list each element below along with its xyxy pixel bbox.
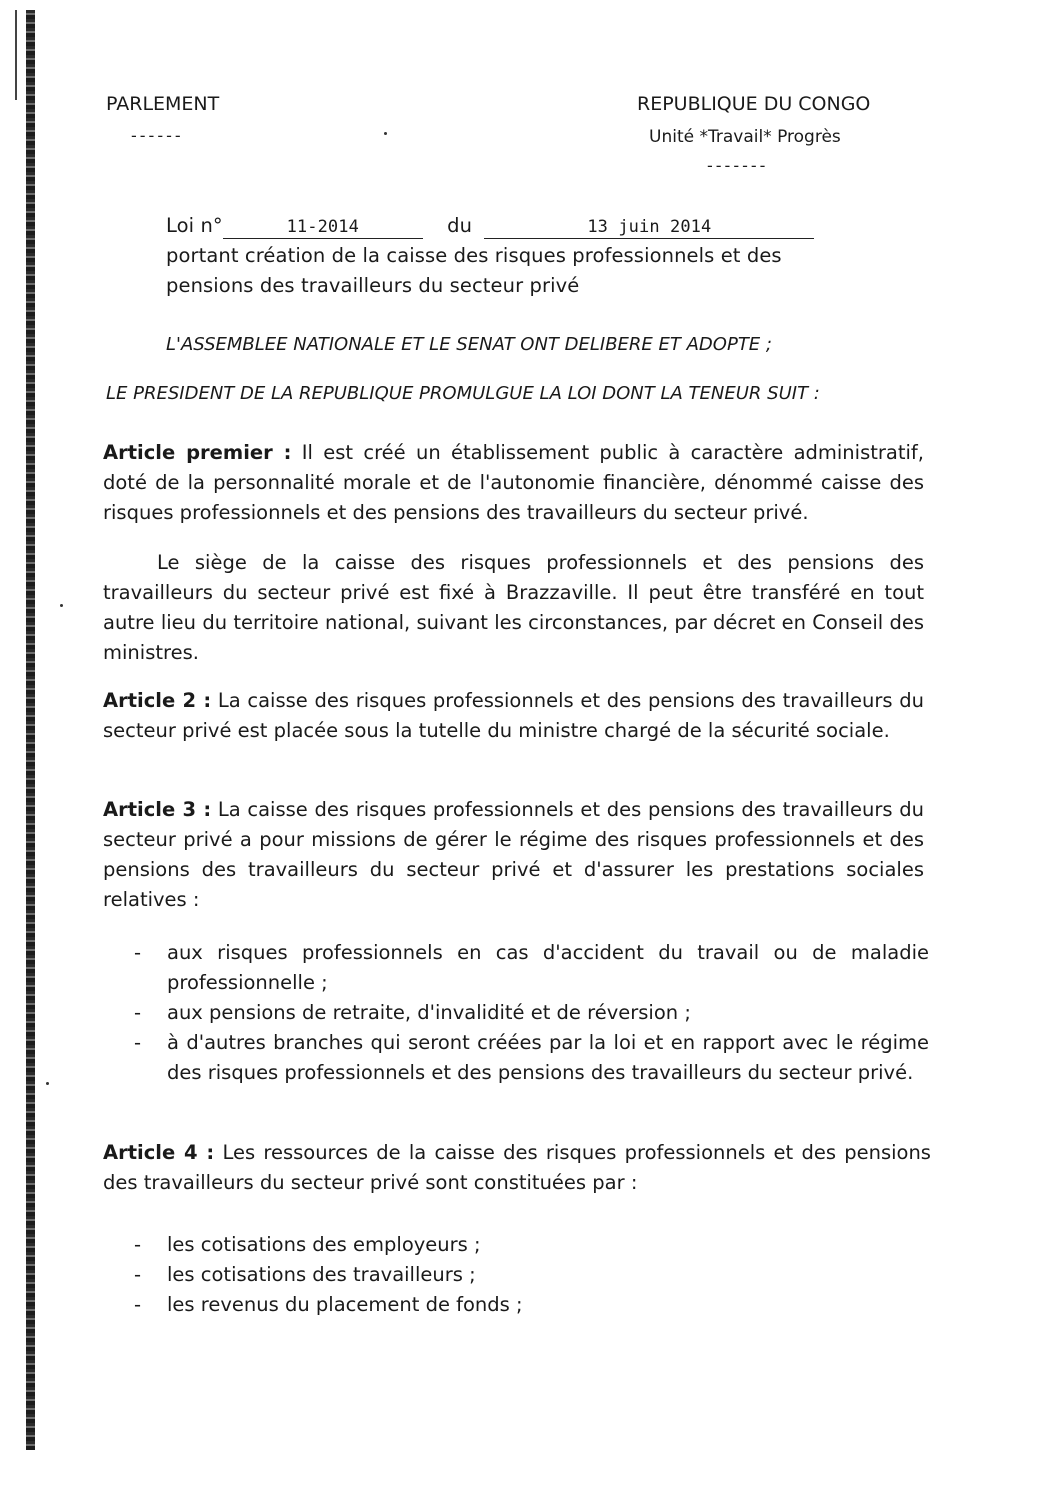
article-1-seat-text: Le siège de la caisse des risques professionnels et des pensions des travailleurs du secteur privé est fixé à Brazzaville. Il peut être transféré en tout autre lieu du territoire national, suivant les circonstances, par décret en Conseil des ministres. <box>103 551 924 664</box>
article-3-item-text: à d'autres branches qui seront créées par la loi et en rapport avec le régime des risques professionnels et des pensions des travailleurs du secteur privé. <box>167 1031 929 1084</box>
article-3-text: La caisse des risques professionnels et des pensions des travailleurs du secteur privé a pour missions de gérer le régime des risques professionnels et des pensions des travailleurs du secteur privé et d'assurer les prestations sociales relatives : <box>103 798 924 911</box>
article-3-item-text: aux risques professionnels en cas d'accident du travail ou de maladie professionnelle ; <box>167 941 929 994</box>
bullet-dash: - <box>134 1233 142 1256</box>
article-3-item <box>134 938 929 998</box>
law-number-prefix: Loi n° <box>166 214 223 237</box>
article-2 <box>103 686 924 746</box>
law-number: 11-2014 <box>223 218 423 239</box>
article-3-item-text: aux pensions de retraite, d'invalidité et de réversion ; <box>167 1001 691 1024</box>
scan-speck <box>60 604 63 607</box>
article-4-item <box>134 1230 634 1260</box>
bullet-dash: - <box>134 1031 142 1054</box>
country-separator: ------- <box>707 156 769 175</box>
law-title-line <box>166 214 814 239</box>
scan-edge <box>26 10 35 1450</box>
bullet-dash: - <box>134 1001 142 1024</box>
article-4 <box>103 1138 931 1198</box>
article-1-text: Il est créé un établissement public à caractère administratif, doté de la personnalité morale et de l'autonomie financière, dénommé caisse des risques professionnels et des pensions des travailleurs du secteur privé. <box>103 441 924 524</box>
bullet-dash: - <box>134 1293 142 1316</box>
article-4-item-text: les cotisations des employeurs ; <box>167 1233 481 1256</box>
article-4-text: Les ressources de la caisse des risques professionnels et des pensions des travailleurs du secteur privé sont constituées par : <box>103 1141 931 1194</box>
article-1-label: Article premier : <box>103 441 292 464</box>
article-4-item-text: les revenus du placement de fonds ; <box>167 1293 523 1316</box>
law-subject-line-2: pensions des travailleurs du secteur privé <box>166 274 580 297</box>
article-4-item <box>134 1260 634 1290</box>
article-3-item <box>134 998 929 1028</box>
law-date-prefix: du <box>447 214 473 237</box>
issuer-title: PARLEMENT <box>106 93 220 115</box>
article-2-text: La caisse des risques professionnels et des pensions des travailleurs du secteur privé est placée sous la tutelle du ministre chargé de la sécurité sociale. <box>103 689 924 742</box>
law-subject-line-1: portant création de la caisse des risques professionnels et des <box>166 244 782 267</box>
article-1 <box>103 438 924 528</box>
article-4-item <box>134 1290 634 1320</box>
bullet-dash: - <box>134 941 142 964</box>
country-motto: Unité *Travail* Progrès <box>649 127 841 147</box>
article-2-label: Article 2 : <box>103 689 212 712</box>
scan-speck <box>46 1082 49 1085</box>
article-1-paragraph-2 <box>103 548 924 668</box>
country-title: REPUBLIQUE DU CONGO <box>637 93 871 115</box>
article-3-item <box>134 1028 929 1118</box>
scan-speck <box>384 132 387 135</box>
preamble-promulgation: LE PRESIDENT DE LA REPUBLIQUE PROMULGUE LA LOI DONT LA TENEUR SUIT : <box>106 383 820 404</box>
article-4-item-text: les cotisations des travailleurs ; <box>167 1263 476 1286</box>
article-3 <box>103 795 924 915</box>
bullet-dash: - <box>134 1263 142 1286</box>
article-3-label: Article 3 : <box>103 798 212 821</box>
issuer-separator: ------ <box>131 126 184 145</box>
scan-edge-mark <box>15 10 17 100</box>
preamble-adoption: L'ASSEMBLEE NATIONALE ET LE SENAT ONT DELIBERE ET ADOPTE ; <box>166 334 772 355</box>
article-4-label: Article 4 : <box>103 1141 215 1164</box>
law-date: 13 juin 2014 <box>484 218 814 239</box>
